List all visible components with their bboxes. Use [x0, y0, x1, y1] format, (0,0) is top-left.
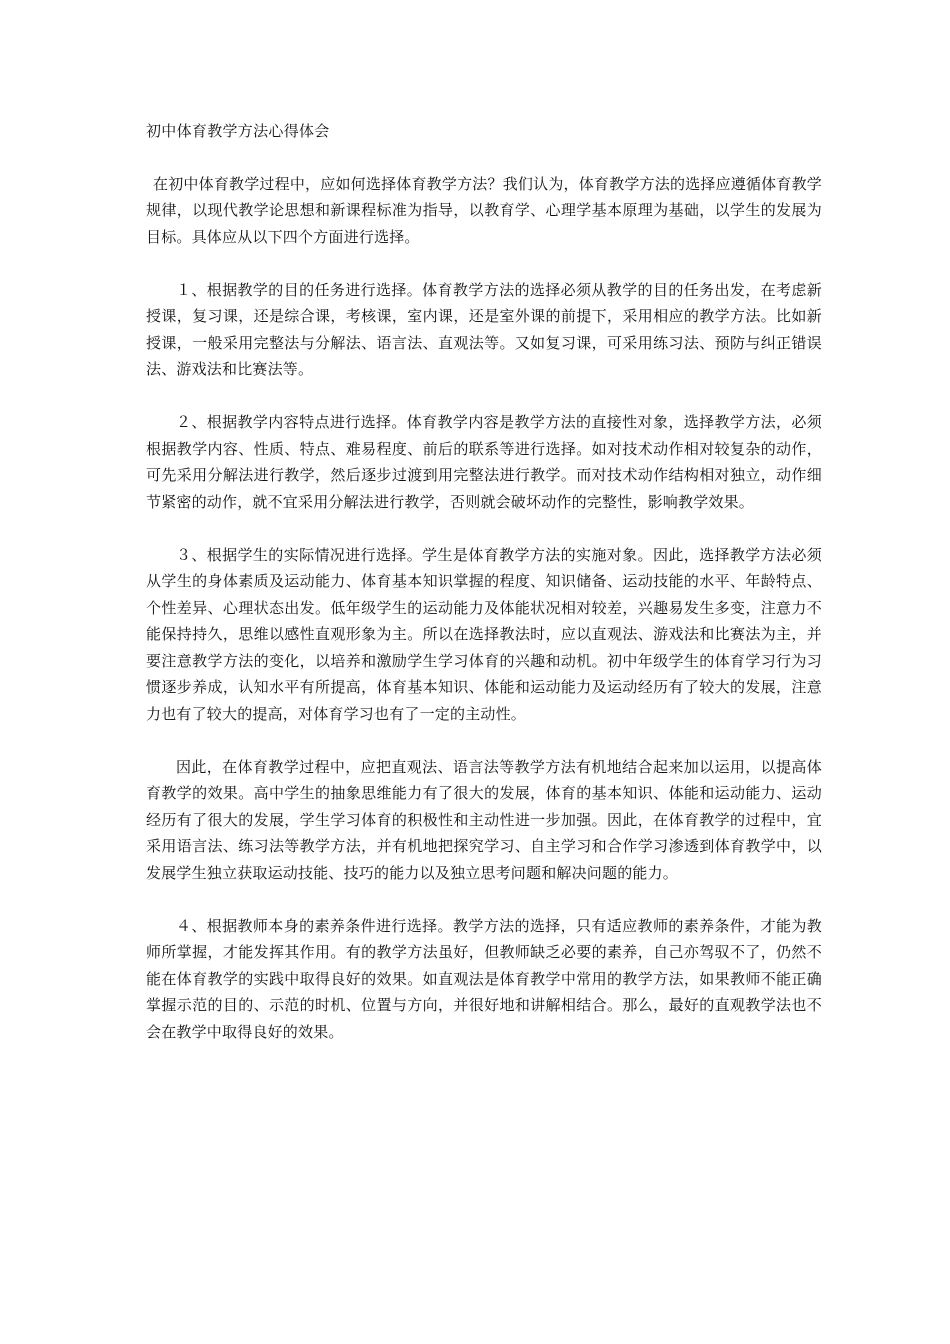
document-body [146, 118, 822, 1072]
conclusion-paragraph: 因此，在体育教学过程中，应把直观法、语言法等教学方法有机地结合起来加以运用，以提高体育教学的效果。高中学生的抽象思维能力有了很大的发展，体育的基本知识、体能和运动能力、运动经历有了很大的发展，学生学习体育的积极性和主动性进一步加强。因此，在体育教学的过程中，宜采用语言法、练习法等教学方法，并有机地把探究学习、自主学习和合作学习渗透到体育教学中，以发展学生独立获取运动技能、技巧的能力以及独立思考问题和解决问题的能力。 [146, 757, 822, 882]
intro-paragraph: 在初中体育教学过程中，应如何选择体育教学方法？我们认为，体育教学方法的选择应遵循体育教学规律，以现代教学论思想和新课程标准为指导，以教育学、心理学基本原理为基础，以学生的发展为目标。具体应从以下四个方面进行选择。 [146, 174, 822, 246]
document-title: 初中体育教学方法心得体会 [146, 122, 330, 140]
point-2-paragraph: ２、根据教学内容特点进行选择。体育教学内容是教学方法的直接性对象，选择教学方法，必须根据教学内容、性质、特点、难易程度、前后的联系等进行选择。如对技术动作相对较复杂的动作，可先采用分解法进行教学，然后逐步过渡到用完整法进行教学。而对技术动作结构相对独立，动作细节紧密的动作，就不宜采用分解法进行教学，否则就会破坏动作的完整性，影响教学效果。 [146, 413, 822, 511]
point-3-paragraph: ３、根据学生的实际情况进行选择。学生是体育教学方法的实施对象。因此，选择教学方法必须从学生的身体素质及运动能力、体育基本知识掌握的程度、知识储备、运动技能的水平、年龄特点、个性差异、心理状态出发。低年级学生的运动能力及体能状况相对较差，兴趣易发生多变，注意力不能保持持久，思维以感性直观形象为主。所以在选择教法时，应以直观法、游戏法和比赛法为主，并要注意教学方法的变化，以培养和激励学生学习体育的兴趣和动机。初中年级学生的体育学习行为习惯逐步养成，认知水平有所提高，体育基本知识、体能和运动能力及运动经历有了较大的发展，注意力也有了较大的提高，对体育学习也有了一定的主动性。 [146, 545, 822, 723]
point-1-paragraph: １、根据教学的目的任务进行选择。体育教学方法的选择必须从教学的目的任务出发，在考虑新授课，复习课，还是综合课，考核课，室内课，还是室外课的前提下，采用相应的教学方法。比如新授课，一般采用完整法与分解法、语言法、直观法等。又如复习课，可采用练习法、预防与纠正错误法、游戏法和比赛法等。 [146, 280, 822, 378]
point-4-paragraph: ４、根据教师本身的素养条件进行选择。教学方法的选择，只有适应教师的素养条件，才能为教师所掌握，才能发挥其作用。有的教学方法虽好，但教师缺乏必要的素养，自己亦驾驭不了，仍然不能在体育教学的实践中取得良好的效果。如直观法是体育教学中常用的教学方法，如果教师不能正确掌握示范的目的、示范的时机、位置与方向，并很好地和讲解相结合。那么，最好的直观教学法也不会在教学中取得良好的效果。 [146, 916, 822, 1041]
